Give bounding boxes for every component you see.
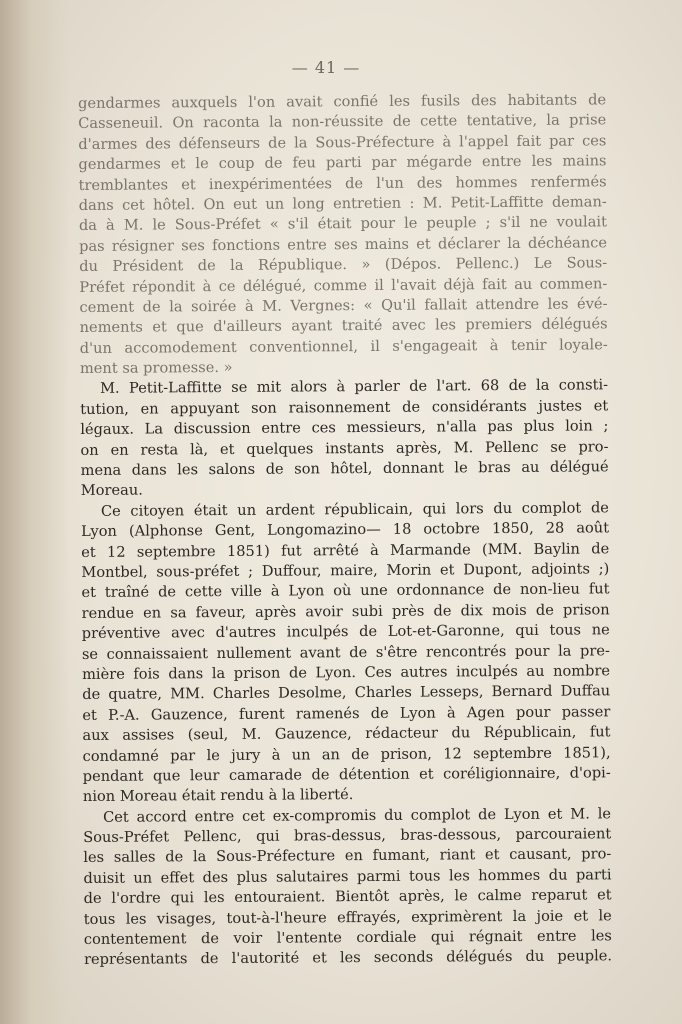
text-line: dans cet hôtel. On eut un long entretien : M. Petit-Laffitte deman- xyxy=(78,193,607,214)
text-line: mière fois dans la prison de Lyon. Ces autres inculpés au nombre xyxy=(81,662,611,683)
text-line: Casseneuil. On raconta la non-réussite de cette tentative, la prise xyxy=(78,111,607,133)
text-line: ment sa promesse. » xyxy=(79,359,233,378)
text-line: condamné par le jury à un an de prison, 12 septembre 1851), xyxy=(82,743,611,765)
text-line: Ce citoyen était un ardent républicain, qui lors du complot de xyxy=(100,499,609,520)
text-line: da à M. le Sous-Préfet « s'il était pour le peuple ; s'il ne voulait xyxy=(78,213,607,235)
page-gutter-shadow xyxy=(0,0,70,1024)
text-line: préventive avec d'autres inculpés de Lot-et-Garonne, qui tous ne xyxy=(81,621,610,643)
text-line: cement de la soirée à M. Vergnes: « Qu'il fallait attendre les évé- xyxy=(79,295,608,316)
text-line: du Président de la République. » (Dépos. Pellenc.) Le Sous- xyxy=(79,254,608,276)
text-line: aux assises (seul, M. Gauzence, rédacteur du Républicain, fut xyxy=(82,723,611,745)
text-line: d'armes des défenseurs de la Sous-Préfecture à l'appel fait par ces xyxy=(78,132,607,153)
text-line: Montbel, sous-préfet ; Duffour, maire, Morin et Dupont, adjoints ;) xyxy=(81,560,610,581)
text-line: Préfet répondit à ce délégué, comme il l'avait déjà fait au commen- xyxy=(79,274,608,296)
text-line: de quatre, MM. Charles Desolme, Charles Lesseps, Bernard Duffau xyxy=(82,682,611,704)
text-line: et P.-A. Gauzence, furent ramenés de Lyon à Agen pour passer xyxy=(82,703,611,724)
text-line: pas résigner ses fonctions entre ses mains et déclarer la déchéance xyxy=(79,234,608,255)
text-line: M. Petit-Laffitte se mit alors à parler de l'art. 68 de la consti- xyxy=(99,376,609,398)
page-number: — 41 — xyxy=(291,58,361,77)
text-line: contentement de voir l'entente cordiale qui régnait entre les xyxy=(83,927,612,948)
text-line: nements et que d'ailleurs ayant traité avec les premiers délégués xyxy=(79,315,608,337)
text-line: on en resta là, et quelques instants après, M. Pellenc se pro- xyxy=(80,437,609,459)
text-line: Moreau. xyxy=(80,481,143,500)
text-line: rendue en sa faveur, après avoir subi près de dix mois de prison xyxy=(81,601,610,622)
text-line: les salles de la Sous-Préfecture en fumant, riant et causant, pro- xyxy=(83,845,612,867)
paragraph-accord xyxy=(83,804,612,971)
body-text xyxy=(78,90,612,970)
text-line: représentants de l'autorité et les seconds délégués du peuple. xyxy=(83,947,613,969)
text-line: pendant que leur camarade de détention et coréligionnaire, d'opi- xyxy=(82,764,611,785)
text-line: et traîné de cette ville à Lyon où une ordonnance de non-lieu fut xyxy=(81,580,610,602)
paragraph-petit-laffitte xyxy=(80,376,609,502)
text-line: Cet accord entre cet ex-compromis du complot de Lyon et M. le xyxy=(102,804,612,826)
text-line: gendarmes auxquels l'on avait confié les fusils des habitants de xyxy=(78,91,607,112)
text-line: tution, en appuyant son raisonnement de considérants justes et xyxy=(80,397,609,418)
text-line: nion Moreau était rendu à la liberté. xyxy=(82,786,354,806)
text-line: tremblantes et inexpérimentées de l'un des hommes renfermés xyxy=(78,172,607,194)
text-line: duisit un effet des plus salutaires parmi tous les hommes du parti xyxy=(83,866,612,887)
text-line: d'un accomodement conventionnel, il s'engageait à tenir loyale- xyxy=(79,335,608,357)
text-line: Sous-Préfet Pellenc, qui bras-dessus, bras-dessous, parcouraient xyxy=(83,825,612,847)
text-line: Lyon (Alphonse Gent, Longomazino— 18 octobre 1850, 28 août xyxy=(80,519,610,541)
text-line: tous les visages, tout-à-l'heure effrayés, exprimèrent la joie et le xyxy=(83,906,612,928)
text-line: et 12 septembre 1851) fut arrêté à Marmande (MM. Baylin de xyxy=(81,539,610,561)
text-line: mena dans les salons de son hôtel, donnant le bras au délégué xyxy=(80,458,609,480)
text-line: légaux. La discussion entre ces messieurs, n'alla pas plus loin ; xyxy=(80,417,609,439)
text-line: gendarmes et le coup de feu parti par mégarde entre les mains xyxy=(78,152,607,174)
text-line: se connaissaient nullement avant de s'être rencontrés pour la pre- xyxy=(81,641,610,663)
paragraph-deposition xyxy=(78,90,608,379)
paragraph-citoyen xyxy=(81,498,611,808)
text-line: de l'ordre qui les entouraient. Bientôt après, le calme reparut et xyxy=(83,886,612,908)
